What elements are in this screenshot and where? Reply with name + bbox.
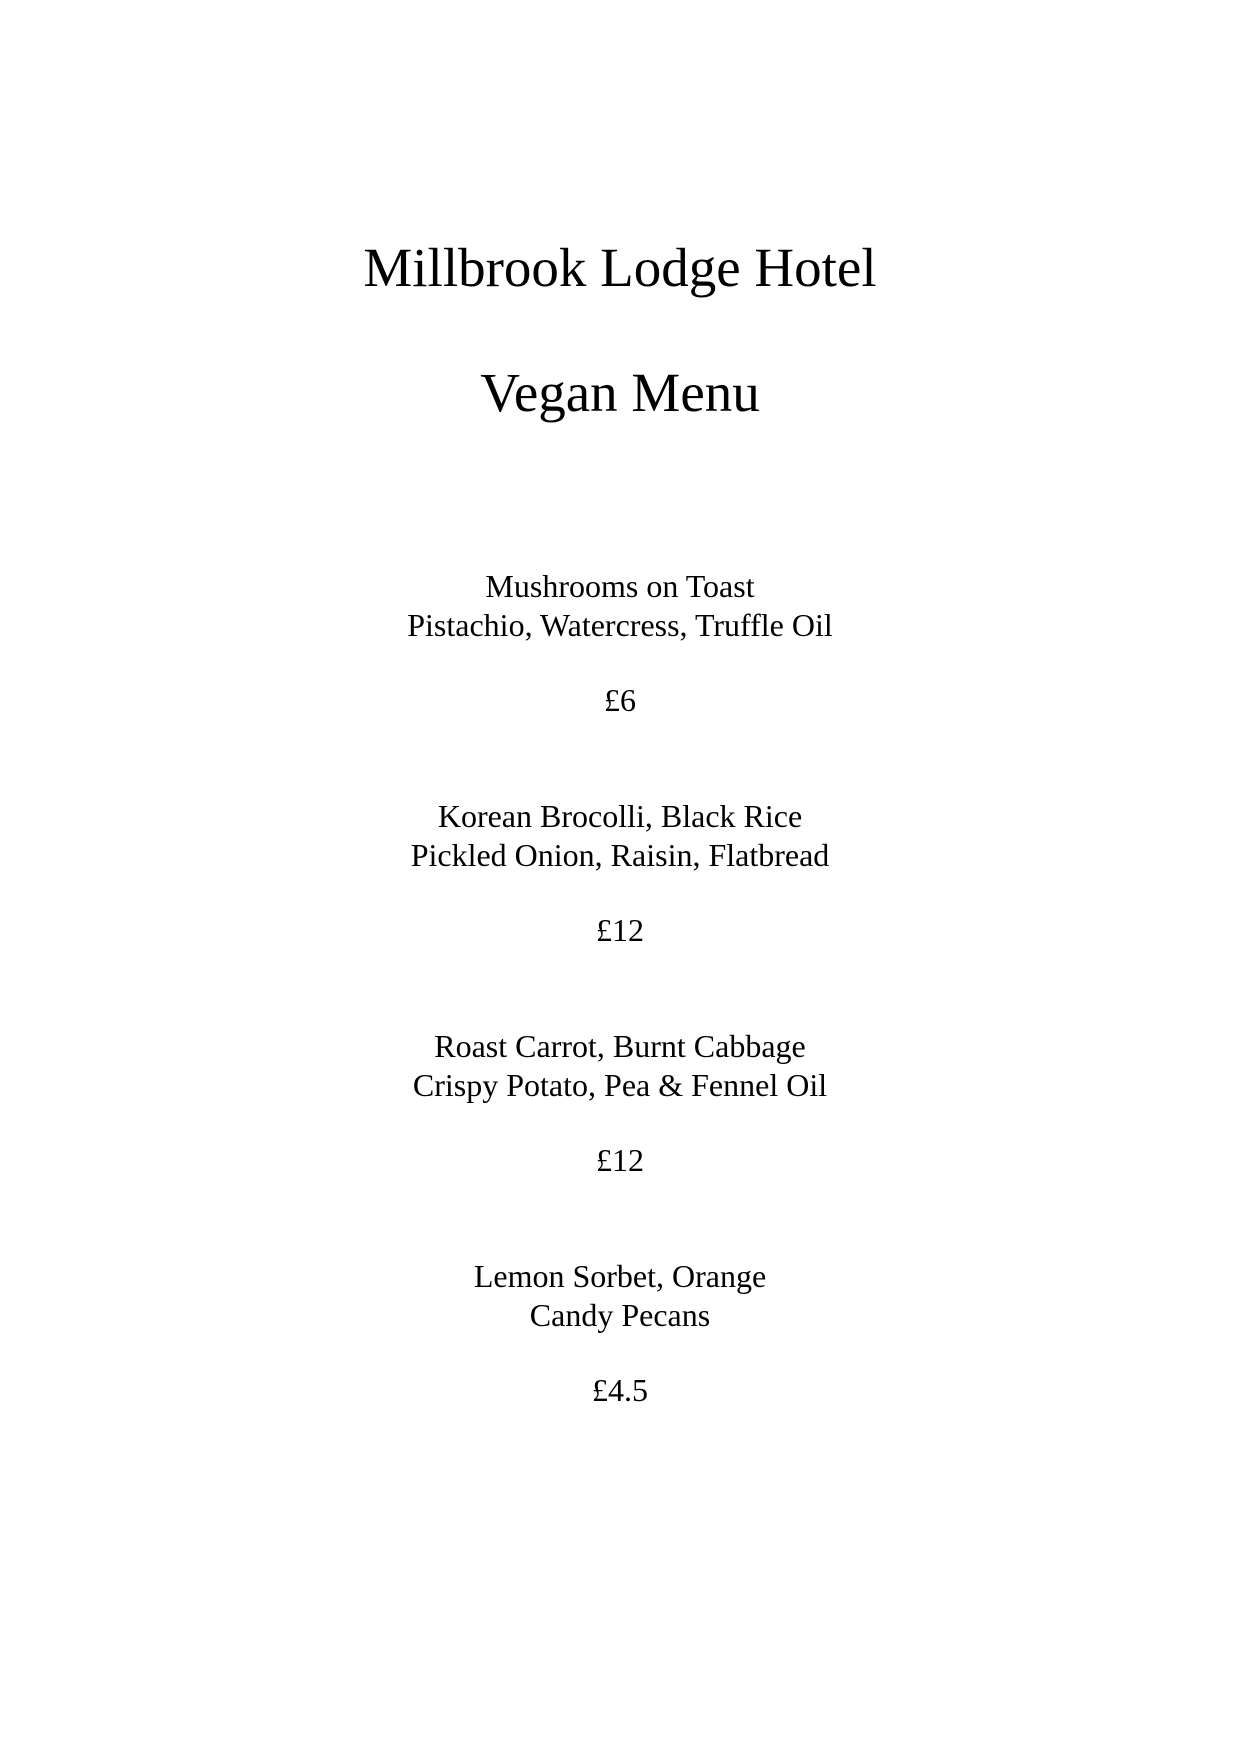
dish-price: £4.5	[592, 1372, 648, 1408]
dish-description: Pickled Onion, Raisin, Flatbread	[410, 837, 830, 873]
dish-description: Crispy Potato, Pea & Fennel Oil	[412, 1067, 828, 1103]
dish-price: £12	[596, 1142, 644, 1178]
menu-item	[0, 567, 1240, 720]
menu-item	[0, 1027, 1240, 1180]
dish-price: £12	[596, 912, 644, 948]
dish-name: Lemon Sorbet, Orange	[473, 1258, 767, 1294]
dish-price: £6	[604, 682, 636, 718]
menu-item	[0, 1257, 1240, 1410]
dish-name: Mushrooms on Toast	[485, 568, 755, 604]
menu-item	[0, 797, 1240, 950]
dish-description: Pistachio, Watercress, Truffle Oil	[407, 607, 833, 643]
dish-name: Roast Carrot, Burnt Cabbage	[434, 1028, 806, 1064]
menu-title: Vegan Menu	[480, 362, 760, 423]
hotel-name: Millbrook Lodge Hotel	[363, 237, 877, 298]
dish-name: Korean Brocolli, Black Rice	[437, 798, 803, 834]
dish-description: Candy Pecans	[529, 1297, 711, 1333]
